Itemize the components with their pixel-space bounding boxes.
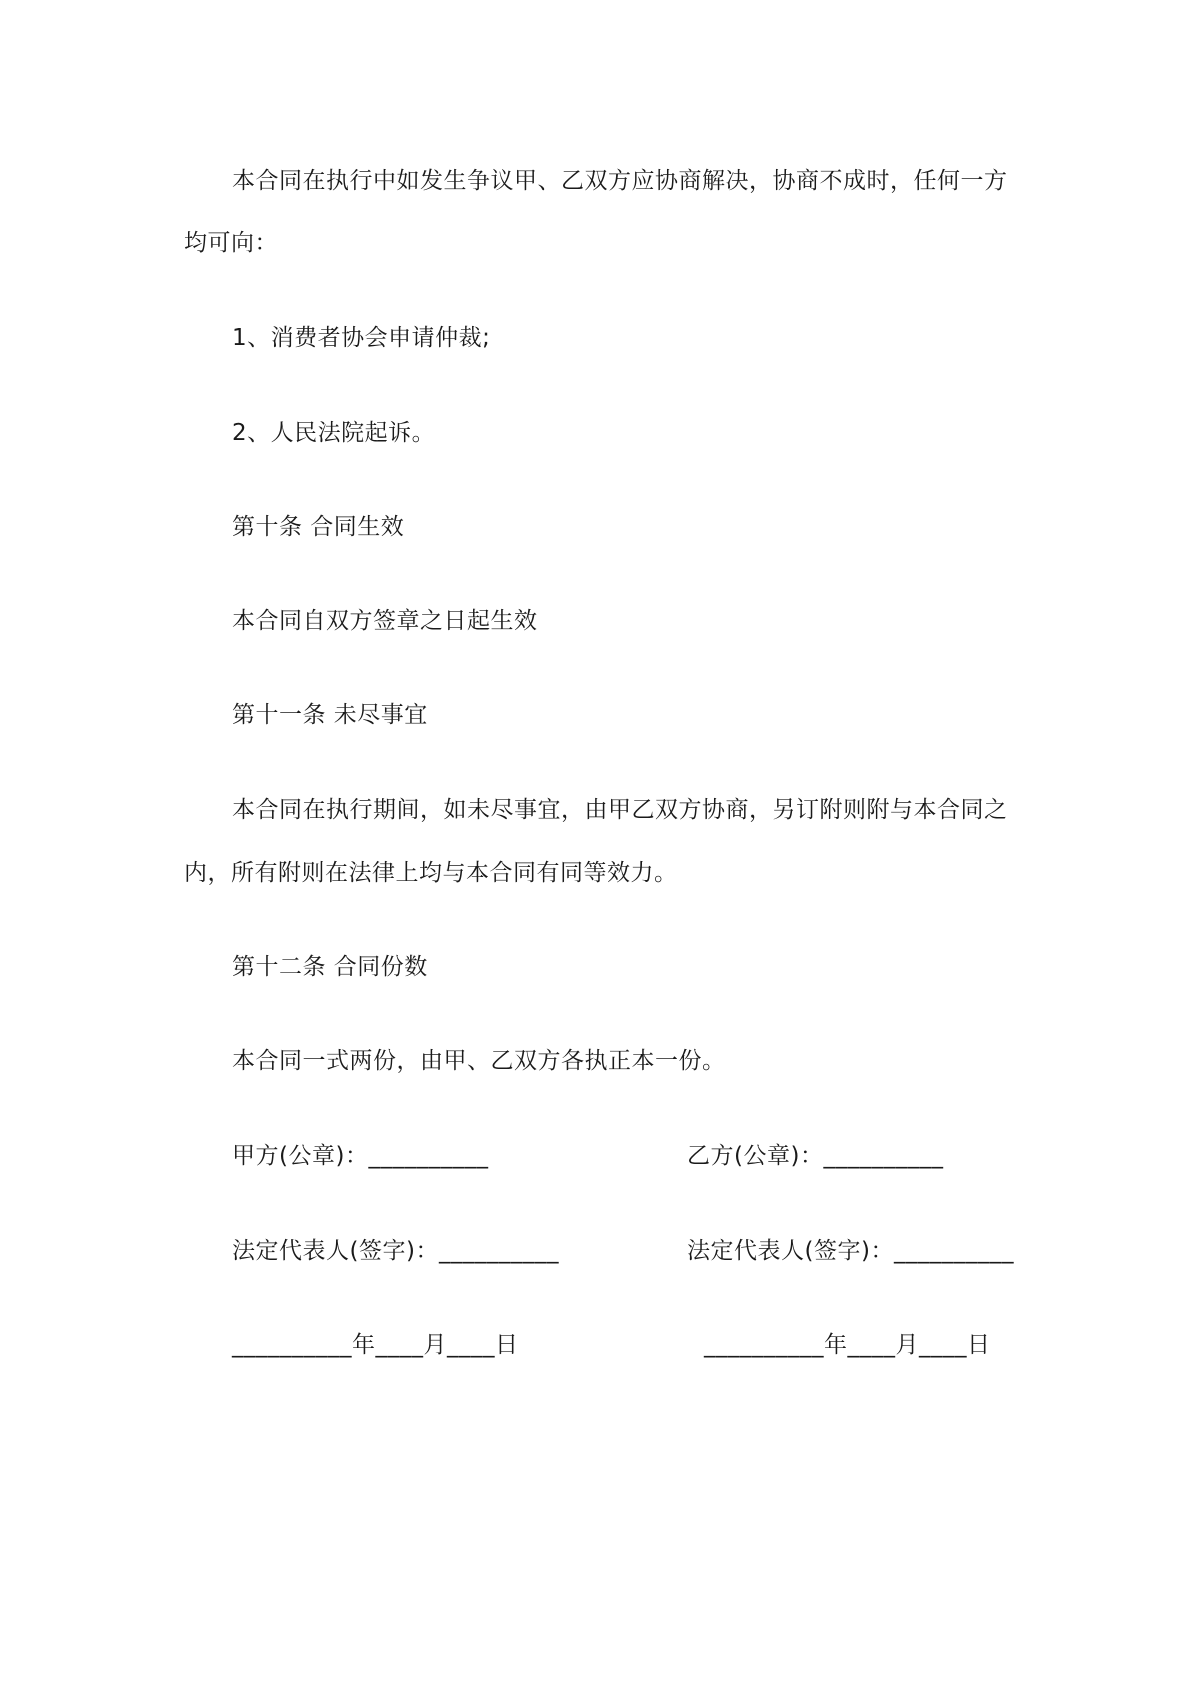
article-12-title: 第十二条 合同份数 [232, 954, 428, 980]
article-10-title: 第十条 合同生效 [232, 514, 405, 540]
party-b-date-line: __________年____月____日 [704, 1332, 991, 1358]
article-11-body-line-2: 内，所有附则在法律上均与本合同有同等效力。 [184, 860, 678, 886]
article-11-title: 第十一条 未尽事宜 [232, 702, 428, 728]
dispute-option-2: 2、人民法院起诉。 [232, 420, 436, 446]
party-b-representative-line: 法定代表人(签字)：__________ [687, 1238, 1014, 1264]
party-b-seal-line: 乙方(公章)：__________ [687, 1143, 944, 1169]
article-10-body: 本合同自双方签章之日起生效 [232, 608, 538, 634]
dispute-option-1: 1、消费者协会申请仲裁; [232, 325, 491, 351]
article-11-body-line-1: 本合同在执行期间，如未尽事宜，由甲乙双方协商，另订附则附与本合同之 [232, 797, 1008, 823]
party-a-representative-line: 法定代表人(签字)：__________ [232, 1238, 559, 1264]
dispute-paragraph-line-1: 本合同在执行中如发生争议甲、乙双方应协商解决，协商不成时，任何一方 [232, 168, 1008, 194]
party-a-date-line: __________年____月____日 [232, 1332, 519, 1358]
party-a-seal-line: 甲方(公章)：__________ [232, 1143, 489, 1169]
article-12-body: 本合同一式两份，由甲、乙双方各执正本一份。 [232, 1048, 726, 1074]
dispute-paragraph-line-2: 均可向： [184, 230, 278, 256]
